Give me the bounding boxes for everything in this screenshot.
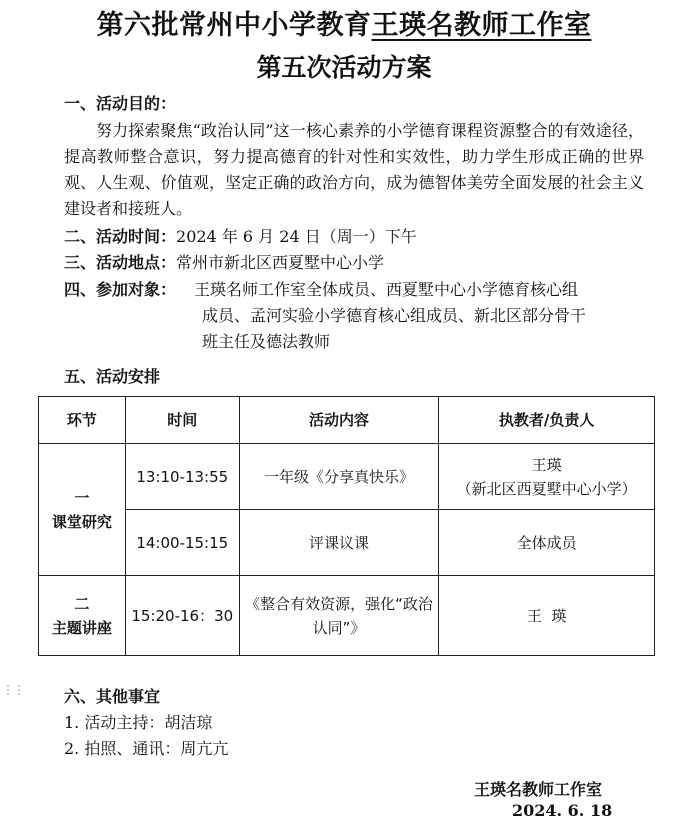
- time-cell: 15:20-16：30: [125, 576, 239, 656]
- section1-paragraph: 努力探索聚焦“政治认同”这一核心素养的小学德育课程资源整合的有效途径，提高教师整合意识，努力提高德育的针对性和实效性，助力学生形成正确的世界观、人生观、价值观，坚定正确的政治方向，成为德智体美劳全面发展的社会主义建设者和接班人。: [64, 121, 644, 218]
- person-name: 王瑛: [531, 455, 562, 474]
- section4-line3: 班主任及德法教师: [202, 332, 331, 351]
- content-cell: 《整合有效资源，强化“政治认同”》: [239, 576, 439, 656]
- document-title-line2: 第五次活动方案: [256, 53, 432, 82]
- section6-item-2: 2. 拍照、通讯：周亢亢: [64, 739, 229, 758]
- person-cell: 全体成员: [439, 510, 655, 576]
- stage-number: 一: [74, 488, 90, 507]
- content-cell: 一年级《分享真快乐》: [239, 444, 439, 510]
- section4-line1: 王瑛名师工作室全体成员、西夏墅中心小学德育核心组: [194, 280, 579, 299]
- schedule-table: [38, 396, 655, 656]
- person-cell: 王 瑛: [439, 576, 655, 656]
- stage-name: 主题讲座: [51, 618, 112, 637]
- header-content: 活动内容: [239, 397, 439, 444]
- section6-item-1: 1. 活动主持：胡洁琼: [64, 713, 213, 732]
- document-title-line1: [0, 6, 688, 46]
- stage-cell-2: [39, 576, 126, 656]
- section1-heading: 一、活动目的：: [64, 94, 177, 113]
- signature-date: 2024. 6. 18: [512, 801, 613, 820]
- time-cell: 14:00-15:15: [125, 510, 239, 576]
- header-time: 时间: [125, 397, 239, 444]
- title-prefix: 第六批常州中小学教育: [96, 10, 372, 41]
- stage-name: 课堂研究: [51, 512, 112, 531]
- header-stage: 环节: [39, 397, 126, 444]
- section3-value: 常州市新北区西夏墅中心小学: [176, 253, 385, 272]
- table-header-row: [39, 397, 655, 444]
- section6-heading: 六、其他事宜: [64, 687, 161, 706]
- table-row: [39, 510, 655, 576]
- section4-label: 四、参加对象：: [64, 280, 177, 299]
- section4-line2: 成员、孟河实验小学德育核心组成员、新北区部分骨干: [202, 306, 587, 325]
- title-studio-name: 王瑛名教师工作室: [371, 10, 592, 41]
- section5-heading: 五、活动安排: [64, 367, 161, 386]
- person-note: （新北区西夏墅中心小学）: [456, 479, 637, 498]
- stage-cell-1: [39, 444, 126, 576]
- person-cell: [439, 444, 655, 510]
- signature-org: 王瑛名教师工作室: [474, 780, 603, 799]
- section3-label: 三、活动地点：: [64, 253, 177, 272]
- section2-value: 2024 年 6 月 24 日（周一）下午: [176, 227, 417, 246]
- content-cell: 评课议课: [239, 510, 439, 576]
- header-person: 执教者/负责人: [439, 397, 655, 444]
- time-cell: 13:10-13:55: [125, 444, 239, 510]
- table-row: [39, 576, 655, 656]
- section2-label: 二、活动时间：: [64, 227, 177, 246]
- table-row: [39, 444, 655, 510]
- drag-handle-icon[interactable]: ⋮⋮: [2, 683, 24, 697]
- section3-line: [64, 250, 384, 275]
- stage-number: 二: [74, 594, 90, 613]
- section2-line: [64, 224, 417, 249]
